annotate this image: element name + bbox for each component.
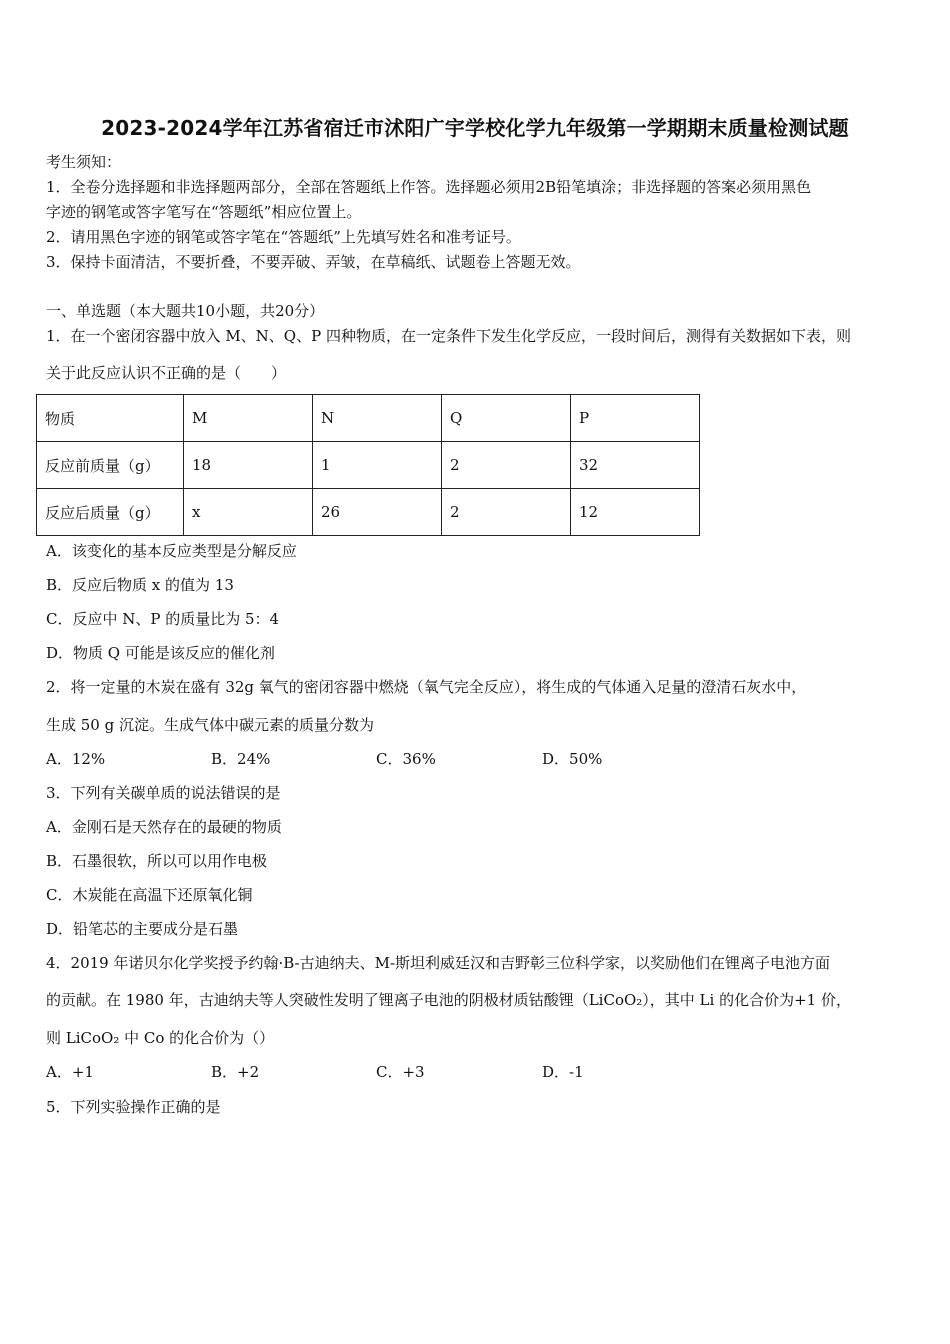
q4-option-c: C．+3: [376, 1063, 425, 1081]
q4-option-a: A．+1: [46, 1063, 94, 1081]
q4-stem-line2: 的贡献。在 1980 年，古迪纳夫等人突破性发明了锂离子电池的阴极材质钴酸锂（LiCoO₂），其中 Li 的化合价为+1 价，: [46, 991, 851, 1009]
q4-stem-line3: 则 LiCoO₂ 中 Co 的化合价为（）: [46, 1029, 275, 1047]
q3-option-d: D．铅笔芯的主要成分是石墨: [46, 920, 239, 938]
table-cell: 2: [442, 489, 571, 536]
q1-stem-line1: 1．在一个密闭容器中放入 M、N、Q、P 四种物质，在一定条件下发生化学反应，一段时间后，测得有关数据如下表，则: [46, 327, 851, 345]
q2-stem-line2: 生成 50 g 沉淀。生成气体中碳元素的质量分数为: [46, 716, 374, 734]
table-cell: P: [571, 395, 700, 442]
q3-option-a: A．金刚石是天然存在的最硬的物质: [46, 818, 282, 836]
q1-option-d: D．物质 Q 可能是该反应的催化剂: [46, 644, 275, 662]
table-cell: 2: [442, 442, 571, 489]
notice-item-3: 3．保持卡面清洁，不要折叠，不要弄破、弄皱，在草稿纸、试题卷上答题无效。: [46, 253, 581, 271]
q4-stem-line1: 4．2019 年诺贝尔化学奖授予约翰·B-古迪纳夫、M-斯坦利威廷汉和吉野彰三位科学家，以奖励他们在锂离子电池方面: [46, 954, 831, 972]
q2-option-d: D．50%: [542, 750, 603, 768]
q2-stem-line1: 2．将一定量的木炭在盛有 32g 氧气的密闭容器中燃烧（氧气完全反应），将生成的气体通入足量的澄清石灰水中，: [46, 678, 807, 696]
table-row: [37, 489, 700, 536]
table-cell: 12: [571, 489, 700, 536]
q3-option-c: C．木炭能在高温下还原氧化铜: [46, 886, 253, 904]
notice-item-2: 2．请用黑色字迹的钢笔或答字笔在“答题纸”上先填写姓名和准考证号。: [46, 228, 521, 246]
notice-heading: 考生须知：: [46, 153, 122, 171]
table-cell: x: [184, 489, 313, 536]
table-header-row: [37, 395, 700, 442]
page-title: 2023-2024学年江苏省宿迁市沭阳广宇学校化学九年级第一学期期末质量检测试题: [101, 116, 849, 140]
q4-option-d: D．-1: [542, 1063, 584, 1081]
q1-option-b: B．反应后物质 x 的值为 13: [46, 576, 234, 594]
table-cell: Q: [442, 395, 571, 442]
q5-stem: 5．下列实验操作正确的是: [46, 1098, 221, 1116]
table-row: [37, 442, 700, 489]
q3-stem: 3．下列有关碳单质的说法错误的是: [46, 784, 281, 802]
notice-item-1a: 1．全卷分选择题和非选择题两部分，全部在答题纸上作答。选择题必须用2B铅笔填涂；非选择题的答案必须用黑色: [46, 178, 812, 196]
table-cell: 18: [184, 442, 313, 489]
table-cell: 26: [313, 489, 442, 536]
q1-option-a: A．该变化的基本反应类型是分解反应: [46, 542, 297, 560]
q4-option-b: B．+2: [211, 1063, 260, 1081]
table-cell: 反应前质量（g）: [37, 442, 184, 489]
table-cell: M: [184, 395, 313, 442]
table-cell: 1: [313, 442, 442, 489]
table-cell: 反应后质量（g）: [37, 489, 184, 536]
table-cell: 物质: [37, 395, 184, 442]
q2-option-b: B．24%: [211, 750, 271, 768]
table-cell: 32: [571, 442, 700, 489]
q2-option-a: A．12%: [46, 750, 106, 768]
q3-option-b: B．石墨很软，所以可以用作电极: [46, 852, 268, 870]
q1-stem-line2: 关于此反应认识不正确的是（ ）: [46, 364, 287, 382]
q2-option-c: C．36%: [376, 750, 436, 768]
q1-option-c: C．反应中 N、P 的质量比为 5：4: [46, 610, 280, 628]
table-cell: N: [313, 395, 442, 442]
section-heading: 一、单选题（本大题共10小题，共20分）: [46, 302, 325, 320]
q1-data-table: [36, 394, 700, 536]
notice-item-1b: 字迹的钢笔或答字笔写在“答题纸”相应位置上。: [46, 203, 362, 221]
